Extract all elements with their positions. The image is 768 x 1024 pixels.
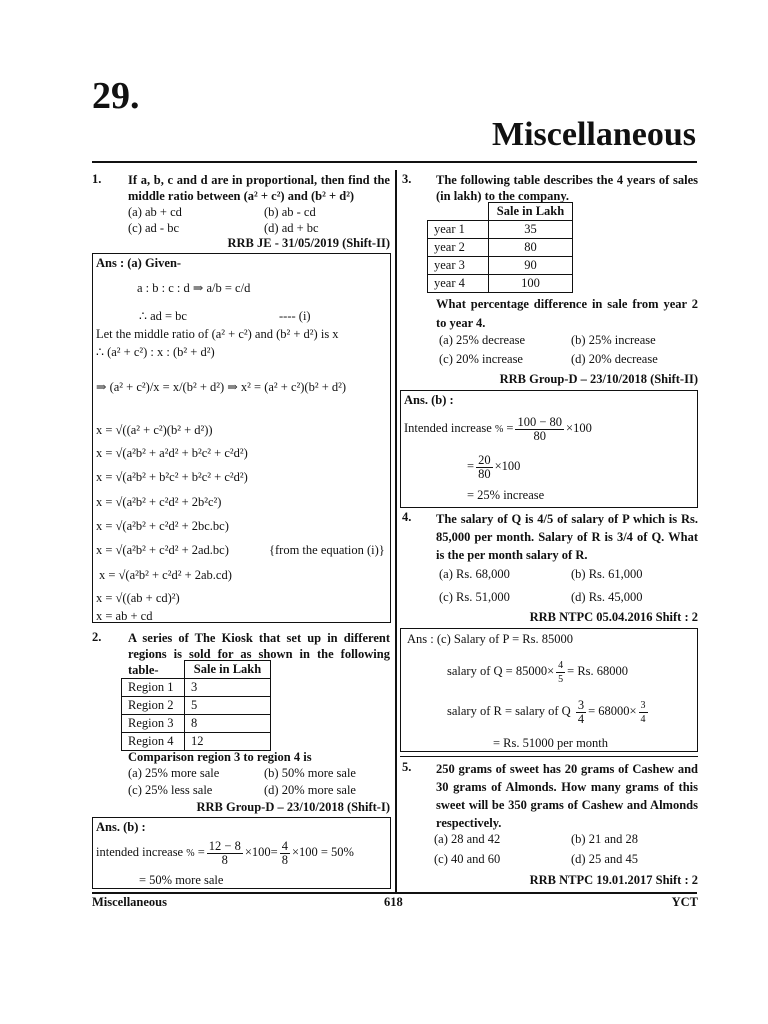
option-b: (b) 25% increase (571, 333, 656, 347)
option-b: (b) ab - cd (264, 205, 316, 219)
page-number: 618 (384, 895, 403, 909)
text-run: ×100 (494, 459, 521, 473)
table-header: Sale in Lakh (185, 661, 271, 679)
question-text: 250 grams of sweet has 20 grams of Cashew and 30 grams of Almonds. How many grams of this sweet will be 350 grams of Cashew and Almonds respectively. (436, 762, 698, 830)
denominator: 5 (558, 673, 564, 685)
numerator: 4 (558, 659, 564, 671)
solution-line (96, 838, 354, 868)
option-a: (a) 28 and 42 (434, 832, 501, 846)
answer-label: Ans. (b) : (404, 393, 454, 407)
fraction (639, 699, 648, 726)
exam-source: RRB NTPC 19.01.2017 Shift : 2 (529, 873, 698, 887)
solution-line: Let the middle ratio of (a² + c²) and (b² + d²) is x (96, 327, 339, 341)
solution-line: ∴ ad = bc (139, 309, 187, 323)
numerator: 3 (640, 699, 646, 711)
option-d: (d) Rs. 45,000 (571, 590, 643, 604)
fraction (476, 454, 493, 481)
sales-table (121, 660, 271, 751)
fraction (207, 840, 243, 867)
question-number: 5. (402, 760, 412, 774)
solution-line (467, 451, 520, 481)
result-line: = 25% increase (467, 488, 545, 502)
table-cell: 3 (185, 679, 271, 697)
option-b: (b) Rs. 61,000 (571, 567, 643, 581)
numerator: 4 (281, 838, 288, 853)
denominator: 80 (533, 428, 546, 443)
solution-line: x = √(a²b² + c²d² + 2ab.cd) (99, 568, 232, 582)
result-line: = 50% more sale (139, 873, 224, 887)
option-d: (d) 20% more sale (264, 783, 356, 797)
equals-sign: = (506, 421, 514, 435)
table-row (428, 257, 573, 275)
table-cell: year 2 (428, 239, 489, 257)
equals-sign: = (197, 845, 205, 859)
text-run: = Rs. 68000 (567, 664, 629, 678)
fraction (556, 659, 565, 686)
numerator: 12 − 8 (208, 838, 241, 853)
table-cell: year 3 (428, 257, 489, 275)
exam-source: RRB Group-D – 23/10/2018 (Shift-II) (499, 372, 698, 386)
text-run: intended increase (96, 845, 184, 859)
text-run: salary of R = salary of Q (447, 704, 571, 718)
header-rule (92, 161, 697, 163)
table-cell: 12 (185, 733, 271, 751)
answer-box (400, 628, 698, 752)
question-text: If a, b, c and d are in proportional, then find the middle ratio between (a² + c²) and (b² + d²) (128, 173, 390, 203)
denominator: 8 (221, 852, 228, 867)
denominator: 4 (640, 713, 646, 725)
text-run: ×100= (244, 845, 278, 859)
question-text: The following table describes the 4 years of sales (in lakh) to the company. (436, 173, 698, 203)
exam-source: RRB NTPC 05.04.2016 Shift : 2 (529, 610, 698, 624)
question-prompt: Comparison region 3 to region 4 is (128, 750, 312, 764)
footer-publisher: YCT (671, 895, 698, 909)
table-row (428, 239, 573, 257)
equation-tag: ---- (i) (279, 309, 311, 323)
question-text: The salary of Q is 4/5 of salary of P which is Rs. 85,000 per month. Salary of R is 3/4 of Q. What is the per month salary of R. (436, 512, 698, 562)
chapter-number: 29. (92, 75, 140, 117)
answer-label: Ans : (a) Given- (96, 256, 182, 270)
percent-sign: % (186, 848, 195, 859)
numerator: 100 − 80 (517, 414, 563, 429)
exam-source: RRB Group-D – 23/10/2018 (Shift-I) (196, 800, 390, 814)
percent-sign: % (494, 424, 504, 435)
numerator: 3 (577, 697, 585, 712)
table-cell: Region 1 (122, 679, 185, 697)
section-rule (400, 756, 698, 757)
text-run: salary of Q = 85000× (447, 664, 555, 678)
option-d: (d) 25 and 45 (571, 852, 638, 866)
solution-line: x = ab + cd (96, 609, 153, 623)
question-number: 1. (92, 172, 102, 186)
exam-source: RRB JE - 31/05/2019 (Shift-II) (227, 236, 390, 250)
table-cell: 8 (185, 715, 271, 733)
footer-rule (92, 892, 697, 894)
table-cell: Region 2 (122, 697, 185, 715)
option-c: (c) Rs. 51,000 (439, 590, 510, 604)
solution-line: x = √(a²b² + a²d² + b²c² + c²d²) (96, 446, 248, 460)
table-cell: Region 4 (122, 733, 185, 751)
table-cell: 100 (489, 275, 573, 293)
table-row (428, 275, 573, 293)
option-c: (c) 40 and 60 (434, 852, 501, 866)
table-cell: year 4 (428, 275, 489, 293)
answer-box (400, 390, 698, 508)
text-run: ×100 = 50% (291, 845, 354, 859)
table-cell: 80 (489, 239, 573, 257)
table-cell: 90 (489, 257, 573, 275)
fraction (280, 840, 290, 867)
fraction (515, 416, 564, 443)
option-a: (a) Rs. 68,000 (439, 567, 510, 581)
question-prompt: What percentage difference in sale from year 2 to year 4. (436, 297, 698, 330)
sales-table (427, 202, 573, 293)
table-cell: year 1 (428, 221, 489, 239)
solution-line: x = √(a²b² + b²c² + b²c² + c²d²) (96, 470, 248, 484)
option-d: (d) ad + bc (264, 221, 319, 235)
solution-line: ⇒ (a² + c²)/x = x/(b² + d²) ⇒ x² = (a² + c²)(b² + d²) (96, 380, 347, 394)
table-cell: Region 3 (122, 715, 185, 733)
equation-tag: {from the equation (i)} (269, 543, 385, 557)
solution-line (404, 413, 592, 445)
option-d: (d) 20% decrease (571, 352, 658, 366)
table-row (122, 697, 271, 715)
answer-label: Ans. (b) : (96, 820, 146, 834)
equals-sign: = (467, 459, 475, 473)
solution-line: x = √(a²b² + c²d² + 2bc.bc) (96, 519, 229, 533)
option-a: (a) 25% more sale (128, 766, 220, 780)
table-row (122, 679, 271, 697)
solution-line: ∴ (a² + c²) : x : (b² + d²) (96, 345, 215, 359)
answer-box (92, 253, 391, 623)
text-run: = 68000× (588, 704, 637, 718)
solution-line: a : b : c : d ⇒ a/b = c/d (137, 281, 251, 295)
text-run: ×100 (566, 421, 592, 435)
table-cell: 35 (489, 221, 573, 239)
question-number: 3. (402, 172, 412, 186)
chapter-title: Miscellaneous (492, 116, 696, 153)
solution-line (447, 697, 650, 726)
table-header: Sale in Lakh (489, 203, 573, 221)
table-cell: 5 (185, 697, 271, 715)
denominator: 4 (577, 711, 585, 726)
option-a: (a) 25% decrease (439, 333, 526, 347)
option-c: (c) 20% increase (439, 352, 523, 366)
question-number: 2. (92, 630, 102, 644)
question-text: A series of The Kiosk that set up in different regions is sold for as shown in the following table- (128, 631, 390, 677)
option-b: (b) 50% more sale (264, 766, 356, 780)
solution-line: x = √((ab + cd)²) (96, 591, 180, 605)
solution-line: x = √(a²b² + c²d² + 2ad.bc) (96, 543, 229, 557)
result-line: = Rs. 51000 per month (493, 736, 609, 750)
numerator: 20 (478, 452, 491, 467)
text-run: Intended increase (404, 421, 492, 435)
denominator: 8 (281, 852, 288, 867)
option-c: (c) ad - bc (128, 221, 180, 235)
option-a: (a) ab + cd (128, 205, 182, 219)
option-b: (b) 21 and 28 (571, 832, 638, 846)
table-row (122, 733, 271, 751)
question-number: 4. (402, 510, 412, 524)
fraction (576, 699, 586, 726)
answer-label: Ans : (c) Salary of P = Rs. 85000 (407, 632, 573, 646)
column-divider (395, 170, 397, 892)
table-row (428, 221, 573, 239)
solution-line: x = √((a² + c²)(b² + d²)) (96, 423, 213, 437)
footer-section-name: Miscellaneous (92, 895, 167, 909)
solution-line (447, 657, 628, 686)
table-row (122, 715, 271, 733)
answer-box (92, 817, 391, 889)
denominator: 80 (478, 466, 491, 481)
solution-line: x = √(a²b² + c²d² + 2b²c²) (96, 495, 222, 509)
option-c: (c) 25% less sale (128, 783, 213, 797)
